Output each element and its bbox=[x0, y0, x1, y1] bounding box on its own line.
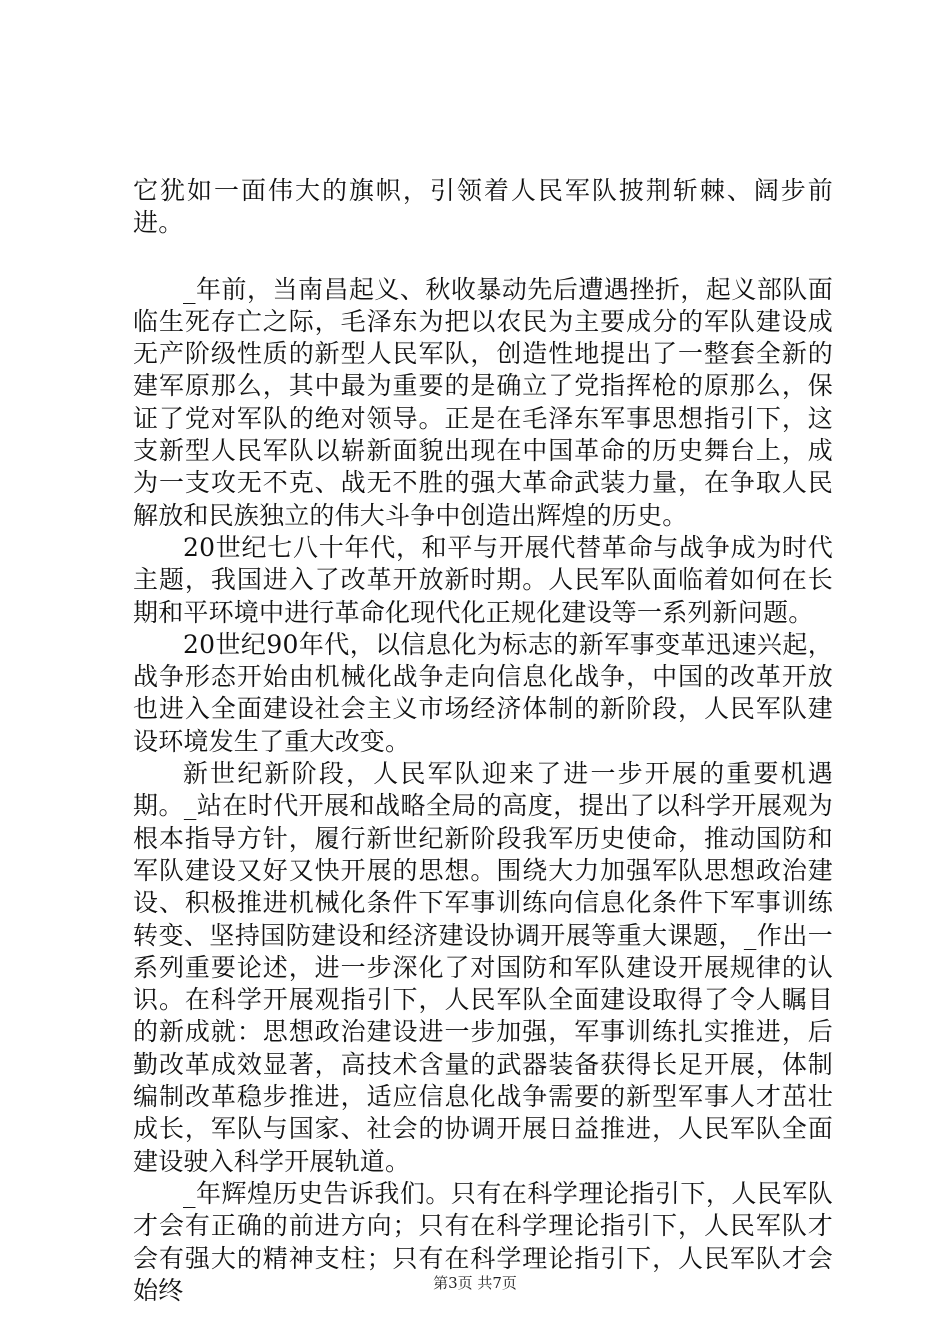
page-number-footer: 第3页 共7页 bbox=[433, 1274, 517, 1292]
paragraph-4: 20世纪90年代，以信息化为标志的新军事变革迅速兴起，战争形态开始由机械化战争走向信息化战争，中国的改革开放也进入全面建设社会主义市场经济体制的新阶段，人民军队建设环境发生了重大改变。 bbox=[133, 629, 833, 756]
paragraph-6: _年辉煌历史告诉我们。只有在科学理论指引下，人民军队才会有正确的前进方向；只有在科学理论指引下，人民军队才会有强大的精神支柱；只有在科学理论指引下，人民军队才会始终 bbox=[133, 1178, 833, 1305]
paragraph-3: 20世纪七八十年代，和平与开展代替革命与战争成为时代主题，我国进入了改革开放新时期。人民军队面临着如何在长期和平环境中进行革命化现代化正规化建设等一系列新问题。 bbox=[133, 532, 833, 627]
document-body bbox=[133, 175, 833, 1307]
paragraph-5: 新世纪新阶段，人民军队迎来了进一步开展的重要机遇期。_站在时代开展和战略全局的高度，提出了以科学开展观为根本指导方针，履行新世纪新阶段我军历史使命，推动国防和军队建设又好又快开展的思想。围绕大力加强军队思想政治建设、积极推进机械化条件下军事训练向信息化条件下军事训练转变、坚持国防建设和经济建设协调开展等重大课题，_作出一系列重要论述，进一步深化了对国防和军队建设开展规律的认识。在科学开展观指引下，人民军队全面建设取得了令人瞩目的新成就：思想政治建设进一步加强，军事训练扎实推进，后勤改革成效显著，高技术含量的武器装备获得长足开展，体制编制改革稳步推进，适应信息化战争需要的新型军事人才茁壮成长，军队与国家、社会的协调开展日益推进，人民军队全面建设驶入科学开展轨道。 bbox=[133, 759, 833, 1176]
paragraph-2: _年前，当南昌起义、秋收暴动先后遭遇挫折，起义部队面临生死存亡之际，毛泽东为把以农民为主要成分的军队建设成无产阶级性质的新型人民军队，创造性地提出了一整套全新的建军原那么，其中最为重要的是确立了党指挥枪的原那么，保证了党对军队的绝对领导。正是在毛泽东军事思想指引下，这支新型人民军队以崭新面貌出现在中国革命的历史舞台上，成为一支攻无不克、战无不胜的强大革命武装力量，在争取人民解放和民族独立的伟大斗争中创造出辉煌的历史。 bbox=[133, 274, 833, 530]
paragraph-1: 它犹如一面伟大的旗帜，引领着人民军队披荆斩棘、阔步前进。 bbox=[133, 176, 833, 238]
